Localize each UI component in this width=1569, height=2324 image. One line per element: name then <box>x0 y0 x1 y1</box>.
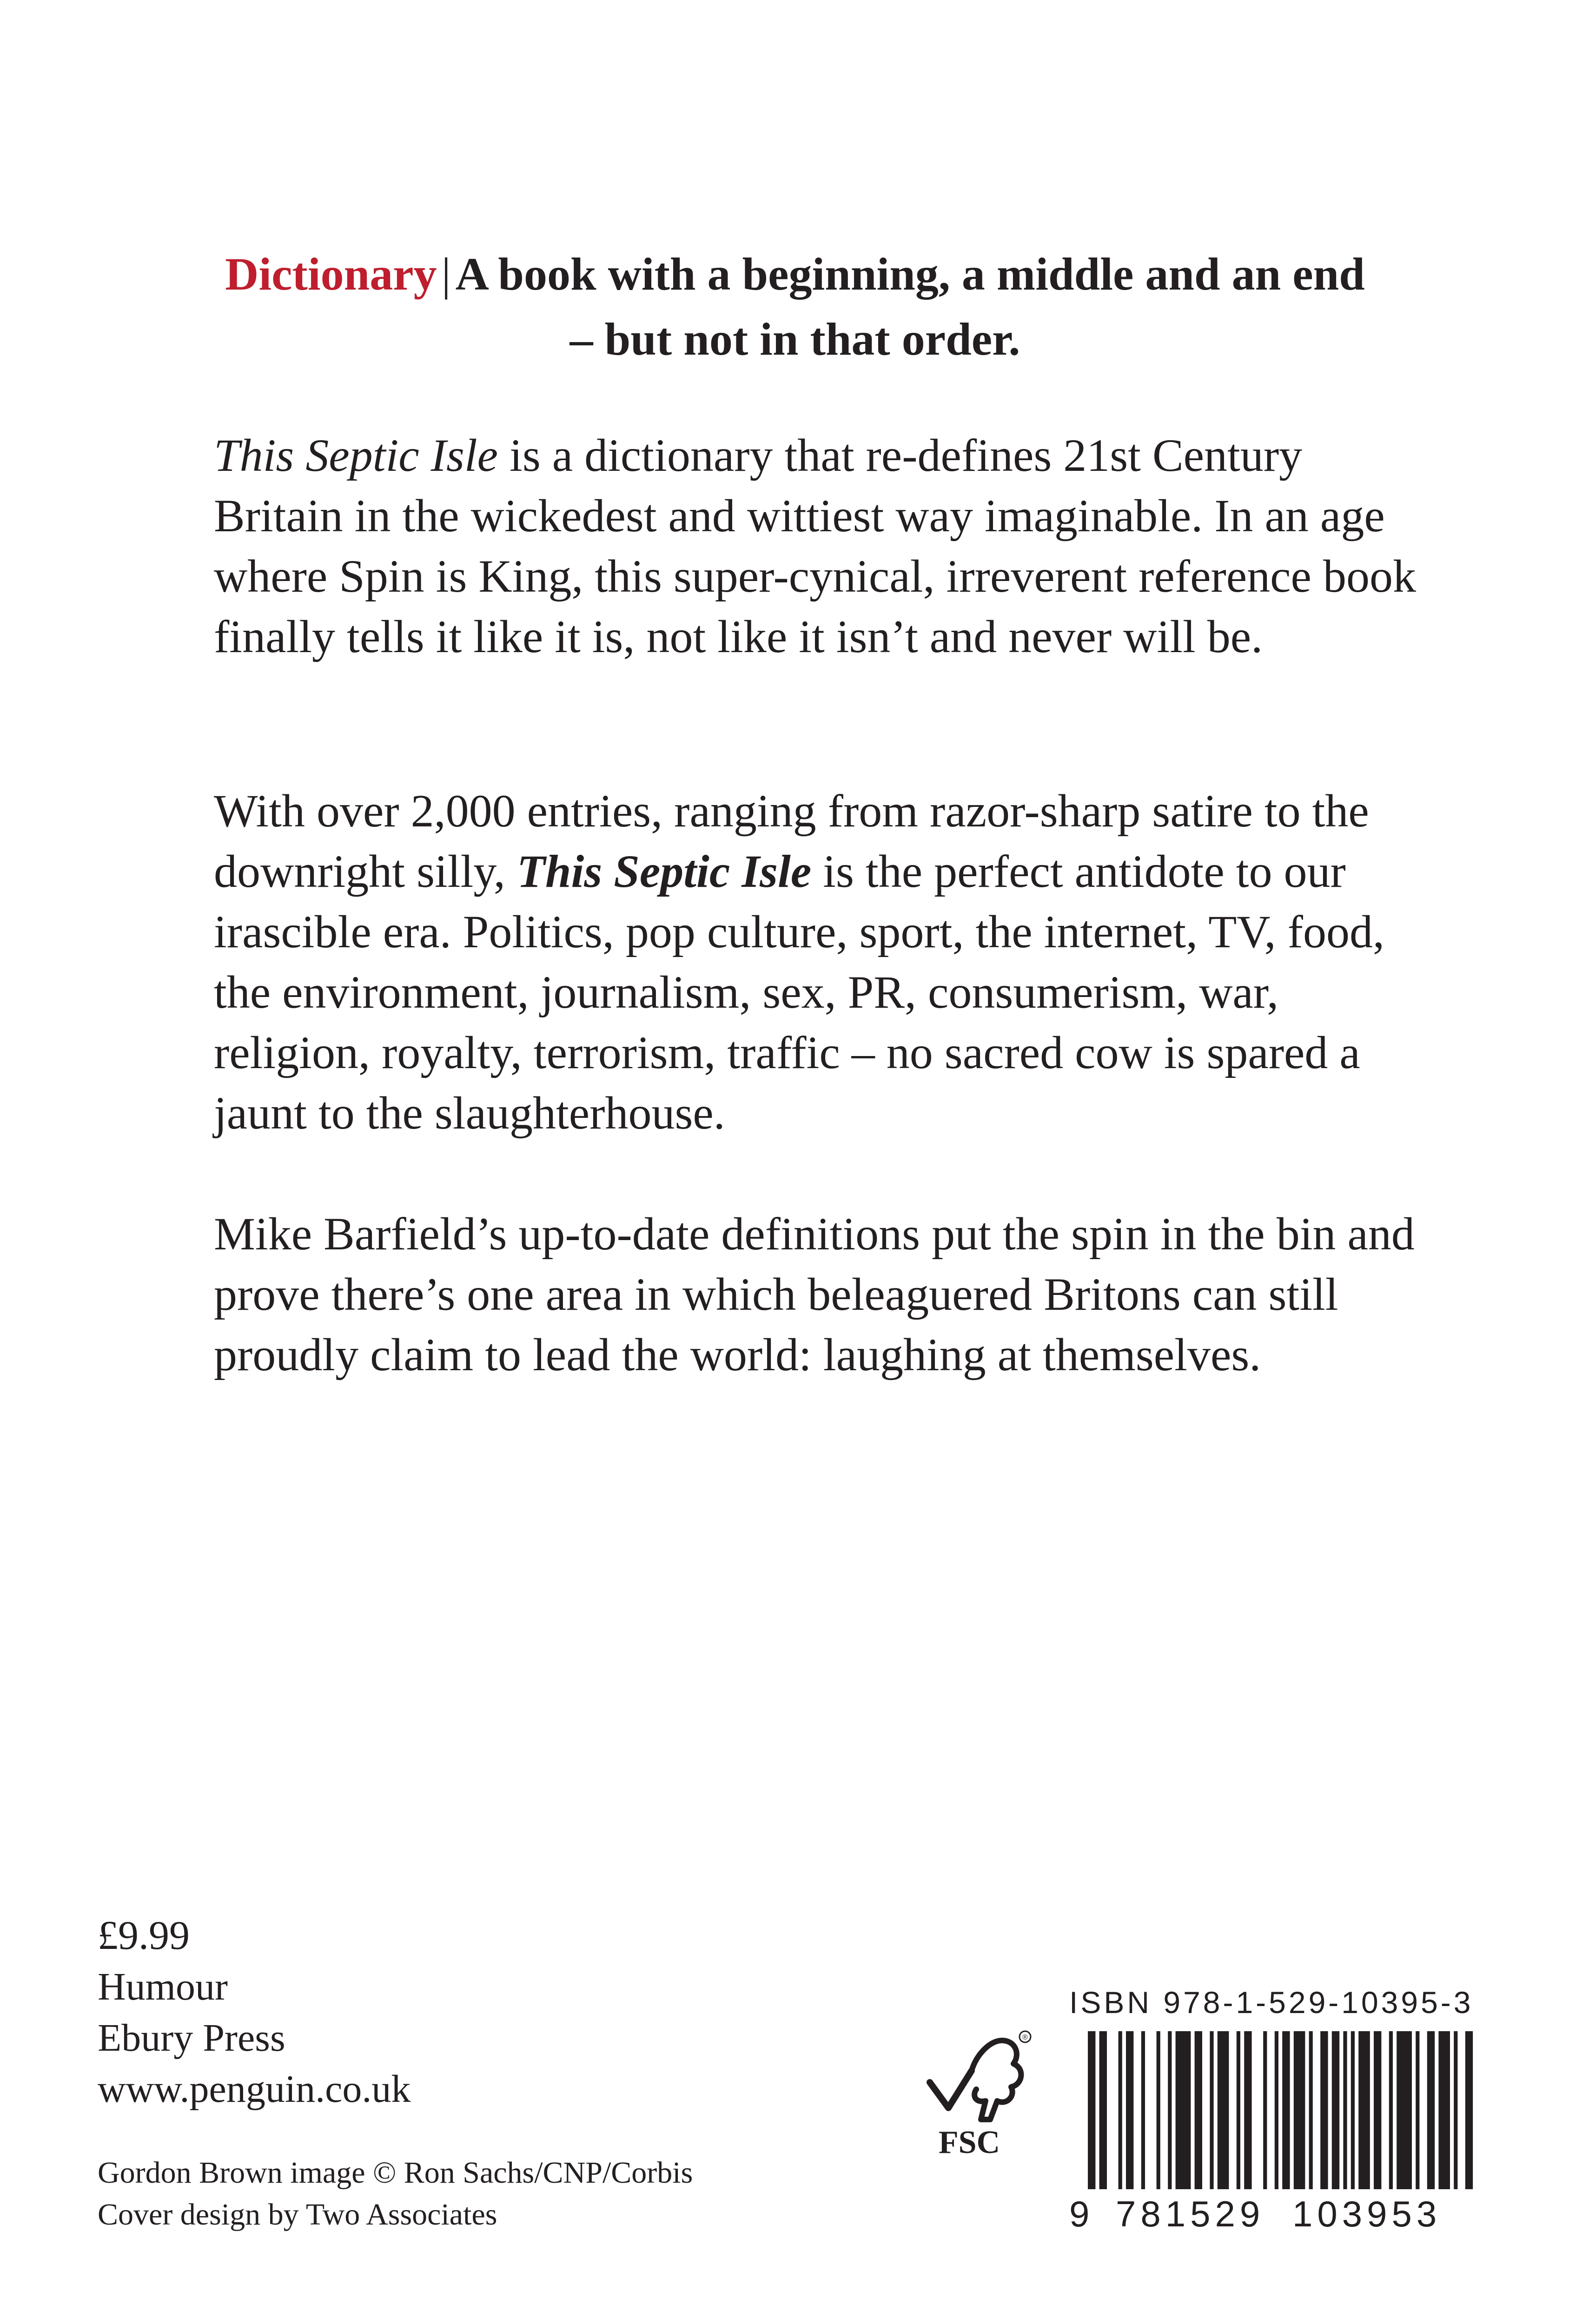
barcode-bar <box>1237 2031 1240 2189</box>
barcode-right-digits: 103953 <box>1292 2193 1442 2231</box>
barcode-bar <box>1168 2031 1172 2189</box>
barcode-bar <box>1218 2031 1229 2189</box>
blurb-paragraph-2-rest: is the perfect antidote to our irascible era. Politics, pop culture, sport, the internet, TV, food, the environment, journalism, sex, PR, consumerism, war, religion, royalty, terrorism, traffic – no sacred cow is spared a jaunt to the slaughterhouse. <box>214 845 1384 1139</box>
barcode-bar <box>1416 2031 1419 2189</box>
tagline-separator: | <box>441 248 451 300</box>
fsc-registered-mark: ® <box>1022 2034 1028 2041</box>
blurb-paragraph-1 <box>214 425 1423 667</box>
credits <box>98 2152 693 2236</box>
barcode-bar <box>1332 2031 1339 2189</box>
blurb-paragraph-2 <box>214 781 1423 1143</box>
barcode-bar <box>1343 2031 1347 2189</box>
barcode-bar <box>1465 2031 1473 2189</box>
website-link[interactable]: www.penguin.co.uk <box>98 2067 411 2111</box>
fsc-logo <box>920 2027 1032 2166</box>
image-credit: Gordon Brown image © Ron Sachs/CNP/Corbis <box>98 2156 693 2190</box>
tagline <box>214 242 1376 372</box>
barcode-bar <box>1210 2031 1213 2189</box>
barcode-bar <box>1374 2031 1381 2189</box>
tagline-term: Dictionary <box>225 248 437 300</box>
barcode-bar <box>1244 2031 1251 2189</box>
tagline-definition: A book with a beginning, a middle and an end – but not in that order. <box>455 248 1365 365</box>
barcode-bar <box>1195 2031 1202 2189</box>
barcode-bar <box>1309 2031 1313 2189</box>
design-credit: Cover design by Two Associates <box>98 2198 497 2232</box>
barcode-bar <box>1389 2031 1393 2189</box>
barcode-bar <box>1454 2031 1457 2189</box>
blurb-paragraph-2-lead: With over 2,000 entries, ranging from razor-sharp satire to the downright silly, <box>214 785 1369 897</box>
barcode-bar <box>1427 2031 1435 2189</box>
barcode-bar <box>1282 2031 1290 2189</box>
barcode-bar <box>1294 2031 1305 2189</box>
barcode-bar <box>1263 2031 1267 2189</box>
barcode-bar <box>1397 2031 1412 2189</box>
barcode-bar <box>1176 2031 1191 2189</box>
barcode-left-digits: 781529 <box>1116 2193 1265 2231</box>
isbn-label: ISBN 978-1-529-10395-3 <box>1069 1985 1474 2020</box>
blurb-paragraph-1-text: is a dictionary that re-defines 21st Century Britain in the wickedest and wittiest way imaginable. In an age where Spin is King, this super-cynical, irreverent reference book finally tells it like it is, not like it isn’t and never will be. <box>214 429 1416 662</box>
blurb-paragraph-3-text: Mike Barfield’s up-to-date definitions put the spin in the bin and prove there’s one area in which beleaguered Britons can still proudly claim to lead the world: laughing at themselves. <box>214 1208 1415 1380</box>
publisher: Ebury Press <box>98 2016 285 2060</box>
fsc-tree-check-icon <box>920 2027 1032 2129</box>
barcode-graphic <box>1069 2031 1478 2231</box>
barcode <box>1069 1985 1478 2254</box>
book-title-bold-italic: This Septic Isle <box>516 845 812 897</box>
barcode-bar <box>1126 2031 1133 2189</box>
book-info <box>98 1910 410 2115</box>
category: Humour <box>98 1965 228 2008</box>
barcode-bar <box>1320 2031 1328 2189</box>
barcode-bar <box>1157 2031 1160 2189</box>
barcode-bars <box>1069 2031 1478 2231</box>
barcode-bar <box>1275 2031 1278 2189</box>
price: £9.99 <box>98 1913 190 1958</box>
fsc-label: FSC <box>938 2125 1000 2160</box>
book-title-italic: This Septic Isle <box>214 429 498 481</box>
barcode-bar <box>1119 2031 1122 2189</box>
barcode-bar <box>1438 2031 1450 2189</box>
barcode-bar <box>1141 2031 1145 2189</box>
barcode-first-digit: 9 <box>1069 2193 1090 2231</box>
blurb-paragraph-3 <box>214 1204 1423 1385</box>
